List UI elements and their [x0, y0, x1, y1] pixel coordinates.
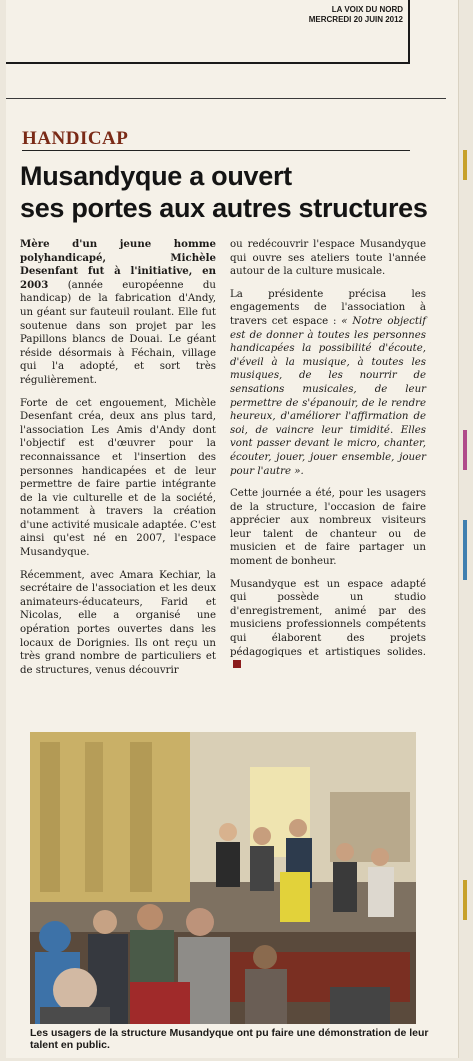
article-column-right: [230, 238, 426, 682]
paragraph: ou redécouvrir l'espace Musandyque qui ouvre ses ateliers toute l'année autour de la culture musicale.: [230, 239, 426, 278]
newspaper-name: LA VOIX DU NORD: [331, 5, 403, 14]
article-column-left: [20, 238, 216, 686]
end-of-article-mark: [233, 660, 241, 668]
issue-date: MERCREDI 20 JUIN 2012: [308, 15, 403, 24]
paragraph: [230, 288, 426, 478]
article-headline: [20, 160, 430, 224]
paragraph: [20, 238, 216, 388]
registration-mark: [463, 520, 467, 580]
vertical-rule: [408, 0, 410, 64]
paragraph-text: La présidente précisa les engagements de l'association à travers cet espace :: [230, 288, 426, 327]
quote-text: « Notre objectif est de donner à toutes les personnes handicapées la possibilité d'écoute, d'éveil à la musique, à toutes les musiques, de les nourrir de sensations musicales, de leur permettre de s'épanouir, de le rendre heureux, d'améliorer l'affirmation de soi, de vaincre leur timidité. Elles vont passer devant le micro, chanter, écouter, jouer, jouer ensemble, jouer pour l'autre ».: [230, 315, 426, 477]
headline-line-1: Musandyque a ouvert: [20, 161, 292, 191]
thin-rule: [6, 98, 446, 99]
headline-line-2: ses portes aux autres structures: [20, 193, 428, 223]
paragraph: [230, 578, 426, 673]
photo-caption: Les usagers de la structure Musandyque ont pu faire une démonstration de leur talent en public.: [30, 1027, 429, 1051]
paragraph: Forte de cet engouement, Michèle Desenfant créa, deux ans plus tard, l'association Les Amis d'Andy dont l'objectif est d'œuvrer pour la reconnaissance et l'insertion des personnes handicapées et de leur permettre de faire partie intégrante de la vie culturelle et de la société, notamment à travers la création d'une activité musicale adaptée. C'est ainsi qu'est né en 2007, l'espace Musandyque.: [20, 397, 216, 559]
paragraph: Récemment, avec Amara Kechiar, la secrétaire de l'association et les deux animateurs-éducateurs, Farid et Nicolas, elle a organisé une opération portes ouvertes dans les locaux de Dorignies. Ils ont reçu un très grand nombre de particuliers et de structures, venus découvrir: [20, 569, 216, 676]
paragraph-text: (année européenne du handicap) de la fabrication d'Andy, un géant sur fauteuil roulant. Elle fut soutenue dans son projet par les Papillons blancs de Douai. Le géant réside désormais à Féchain, village qui l'a adopté, et sort très régulièrement.: [20, 279, 216, 386]
registration-mark: [463, 150, 467, 180]
paragraph: Cette journée a été, pour les usagers de la structure, l'occasion de faire apprécier aux nombreux visiteurs leur talent de chanteur ou de musicien et de faire partager un moment de bonheur.: [230, 488, 426, 568]
article-photo: [30, 732, 416, 1024]
concert-scene-image: [30, 732, 416, 1024]
registration-mark: [463, 430, 467, 470]
registration-mark: [463, 880, 467, 920]
section-rubric: HANDICAP: [22, 128, 410, 151]
top-rule: [6, 62, 410, 64]
lead-text: Mère d'un jeune homme polyhandicapé, Michèle Desenfant fut à l'initiative, en 2003: [20, 238, 216, 291]
masthead: [309, 5, 403, 25]
paragraph-text: Musandyque est un espace adapté qui possède un studio d'enregistrement, animé par des musiciens professionnels compétents qui élaborent des projets pédagogiques et artistiques solides.: [230, 578, 426, 658]
